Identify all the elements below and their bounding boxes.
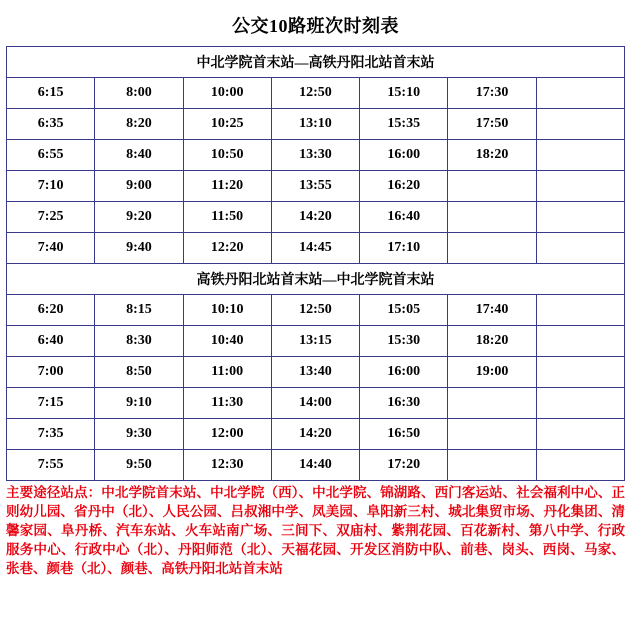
table-row (7, 295, 625, 326)
time-cell: 10:40 (183, 326, 271, 357)
time-cell (536, 78, 624, 109)
time-cell: 12:30 (183, 450, 271, 481)
time-cell: 17:10 (360, 233, 448, 264)
time-cell: 14:00 (271, 388, 359, 419)
time-cell: 6:40 (7, 326, 95, 357)
time-cell: 10:10 (183, 295, 271, 326)
time-cell: 17:50 (448, 109, 536, 140)
time-cell: 7:25 (7, 202, 95, 233)
time-cell: 8:30 (95, 326, 183, 357)
time-cell: 16:00 (360, 357, 448, 388)
time-cell: 11:20 (183, 171, 271, 202)
time-cell (536, 140, 624, 171)
time-cell: 13:30 (271, 140, 359, 171)
time-cell: 8:40 (95, 140, 183, 171)
section-heading-row (7, 264, 625, 295)
table-row (7, 357, 625, 388)
time-cell: 6:35 (7, 109, 95, 140)
time-cell: 12:50 (271, 78, 359, 109)
time-cell (448, 233, 536, 264)
time-cell: 7:15 (7, 388, 95, 419)
table-row (7, 450, 625, 481)
time-cell (448, 419, 536, 450)
time-cell: 13:15 (271, 326, 359, 357)
route-stops-note: 主要途径站点：中北学院首末站、中北学院（西）、中北学院、锦湖路、西门客运站、社会福利中心、正则幼儿园、省丹中（北）、人民公园、吕叔湘中学、凤美园、阜阳新三村、城北集贸市场、丹化集团、清馨家园、阜丹桥、汽车东站、火车站南广场、三间下、双庙村、紫荆花园、百花新村、第八中学、行政服务中心、行政中心（北）、丹阳师范（北）、天福花园、开发区消防中队、前巷、岗头、西岗、马家、张巷、颜巷（北）、颜巷、高铁丹阳北站首末站 (6, 485, 625, 576)
time-cell: 6:55 (7, 140, 95, 171)
time-cell: 10:25 (183, 109, 271, 140)
time-cell: 11:00 (183, 357, 271, 388)
section-heading-row (7, 47, 625, 78)
time-cell: 15:05 (360, 295, 448, 326)
time-cell (448, 450, 536, 481)
time-cell: 13:10 (271, 109, 359, 140)
time-cell: 7:40 (7, 233, 95, 264)
time-cell: 12:20 (183, 233, 271, 264)
time-cell: 16:00 (360, 140, 448, 171)
time-cell: 14:20 (271, 419, 359, 450)
time-cell: 10:00 (183, 78, 271, 109)
time-cell (448, 171, 536, 202)
table-row (7, 388, 625, 419)
time-cell: 16:40 (360, 202, 448, 233)
table-row (7, 233, 625, 264)
time-cell: 12:00 (183, 419, 271, 450)
table-row (7, 326, 625, 357)
time-cell: 7:10 (7, 171, 95, 202)
time-cell: 8:50 (95, 357, 183, 388)
time-cell (448, 202, 536, 233)
time-cell (536, 450, 624, 481)
time-cell: 19:00 (448, 357, 536, 388)
time-cell: 9:00 (95, 171, 183, 202)
time-cell: 13:40 (271, 357, 359, 388)
time-cell: 7:55 (7, 450, 95, 481)
table-row (7, 78, 625, 109)
time-cell (536, 326, 624, 357)
section-heading-outbound: 中北学院首末站—高铁丹阳北站首末站 (7, 47, 625, 78)
time-cell: 16:20 (360, 171, 448, 202)
time-cell: 13:55 (271, 171, 359, 202)
time-cell: 8:15 (95, 295, 183, 326)
time-cell: 12:50 (271, 295, 359, 326)
time-cell: 6:15 (7, 78, 95, 109)
time-cell: 10:50 (183, 140, 271, 171)
table-row (7, 109, 625, 140)
time-cell: 17:30 (448, 78, 536, 109)
time-cell: 9:20 (95, 202, 183, 233)
time-cell (536, 233, 624, 264)
time-cell: 18:20 (448, 140, 536, 171)
time-cell (536, 295, 624, 326)
time-cell: 8:20 (95, 109, 183, 140)
time-cell: 15:35 (360, 109, 448, 140)
time-cell: 16:30 (360, 388, 448, 419)
time-cell: 7:00 (7, 357, 95, 388)
time-cell: 9:10 (95, 388, 183, 419)
table-row (7, 140, 625, 171)
time-cell: 17:20 (360, 450, 448, 481)
time-cell: 6:20 (7, 295, 95, 326)
time-cell: 17:40 (448, 295, 536, 326)
time-cell (536, 419, 624, 450)
time-cell: 14:45 (271, 233, 359, 264)
page-title: 公交10路班次时刻表 (232, 16, 399, 36)
time-cell: 14:40 (271, 450, 359, 481)
time-cell: 15:10 (360, 78, 448, 109)
time-cell (536, 171, 624, 202)
time-cell: 14:20 (271, 202, 359, 233)
time-cell (536, 109, 624, 140)
time-cell: 9:50 (95, 450, 183, 481)
time-cell: 8:00 (95, 78, 183, 109)
section-heading-inbound: 高铁丹阳北站首末站—中北学院首末站 (7, 264, 625, 295)
time-cell: 9:30 (95, 419, 183, 450)
time-cell (536, 388, 624, 419)
schedule-table (6, 46, 625, 481)
time-cell: 11:50 (183, 202, 271, 233)
time-cell: 16:50 (360, 419, 448, 450)
time-cell: 9:40 (95, 233, 183, 264)
time-cell: 18:20 (448, 326, 536, 357)
time-cell: 15:30 (360, 326, 448, 357)
time-cell: 7:35 (7, 419, 95, 450)
table-row (7, 419, 625, 450)
time-cell (448, 388, 536, 419)
time-cell (536, 357, 624, 388)
time-cell (536, 202, 624, 233)
table-row (7, 202, 625, 233)
table-row (7, 171, 625, 202)
time-cell: 11:30 (183, 388, 271, 419)
